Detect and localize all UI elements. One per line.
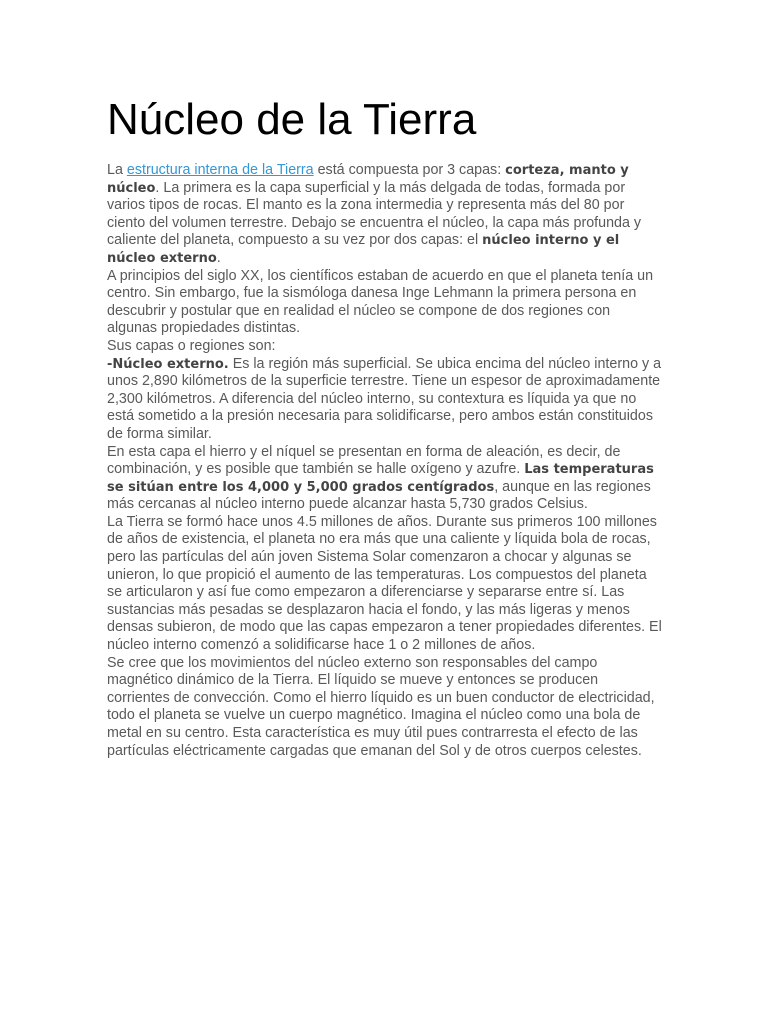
- internal-structure-link[interactable]: estructura interna de la Tierra: [126, 162, 314, 178]
- article-body: [107, 162, 663, 760]
- intro-bold-cores: núcleo interno y el núcleo externo: [107, 233, 620, 266]
- document-page: [107, 94, 663, 760]
- temperature-highlight: Las temperaturas se sitúan entre los 4,000 y 5,000 grados centígrados: [107, 462, 654, 495]
- intro-text-1: La: [107, 162, 127, 178]
- paragraph-lehmann: A principios del siglo XX, los científicos estaban de acuerdo en que el planeta tenía un centro. Sin embargo, fue la sismóloga danesa Inge Lehmann la primera persona en descubrir y postular que en realidad el núcleo se compone de dos regiones con algunas propiedades distintas.: [107, 267, 654, 337]
- intro-bold-layers: corteza, manto y núcleo: [107, 163, 629, 196]
- intro-text-2: está compuesta por 3 capas:: [313, 162, 506, 178]
- paragraph-magnetic-field: Se cree que los movimientos del núcleo externo son responsables del campo magnético dinámico de la Tierra. El líquido se mueve y entonces se producen corrientes de convección. Como el hierro líquido es un buen conductor de electricidad, todo el planeta se vuelve un cuerpo magnético. Imagina el núcleo como una bola de metal en su centro. Esta característica es muy útil pues contrarresta el efecto de las partículas eléctricamente cargadas que emanan del Sol y de otros cuerpos celestes.: [107, 654, 655, 759]
- outer-core-text: Es la región más superficial. Se ubica encima del núcleo interno y a unos 2,890 kilómetros de la superficie terrestre. Tiene un espesor de aproximadamente 2,300 kilómetros. A diferencia del núcleo interno, su contextura es líquida ya que no está sometido a la presión necesaria para solidificarse, pero ambos están constituidos de forma similar.: [107, 355, 662, 442]
- composition-text-1: En esta capa el hierro y el níquel se presentan en forma de aleación, es decir, de combinación, y es posible que también se halle oxígeno y azufre.: [107, 443, 621, 478]
- page-title: Núcleo de la Tierra: [107, 95, 477, 144]
- composition-text-2: , aunque en las regiones más cercanas al núcleo interno puede alcanzar hasta 5,730 grados Celsius.: [107, 478, 651, 513]
- paragraph-regions-heading: Sus capas o regiones son:: [107, 337, 276, 354]
- paragraph-formation: La Tierra se formó hace unos 4.5 millones de años. Durante sus primeros 100 millones de años de existencia, el planeta no era más que una caliente y líquida bola de rocas, pero las partículas del aún joven Sistema Solar comenzaron a chocar y algunas se unieron, lo que propició el aumento de las temperaturas. Los compuestos del planeta se articularon y así fue como empezaron a diferenciarse y separarse entre sí. Las sustancias más pesadas se desplazaron hacia el fondo, y las más ligeras y menos densas subieron, de modo que las capas empezaron a tener propiedades diferentes. El núcleo interno comenzó a solidificarse hace 1 o 2 millones de años.: [107, 513, 662, 654]
- intro-text-4: .: [216, 249, 221, 266]
- outer-core-label: -Núcleo externo.: [107, 356, 229, 372]
- paragraph-intro: [107, 162, 663, 268]
- paragraph-composition: [107, 444, 663, 514]
- intro-text-3: . La primera es la capa superficial y la más delgada de todas, formada por varios tipos de rocas. El manto es la zona intermedia y representa más del 80 por ciento del volumen terrestre. Debajo se encuentra el núcleo, la capa más profunda y caliente del planeta, compuesto a su vez por dos capas: el: [107, 179, 642, 249]
- paragraph-outer-core: [107, 356, 663, 444]
